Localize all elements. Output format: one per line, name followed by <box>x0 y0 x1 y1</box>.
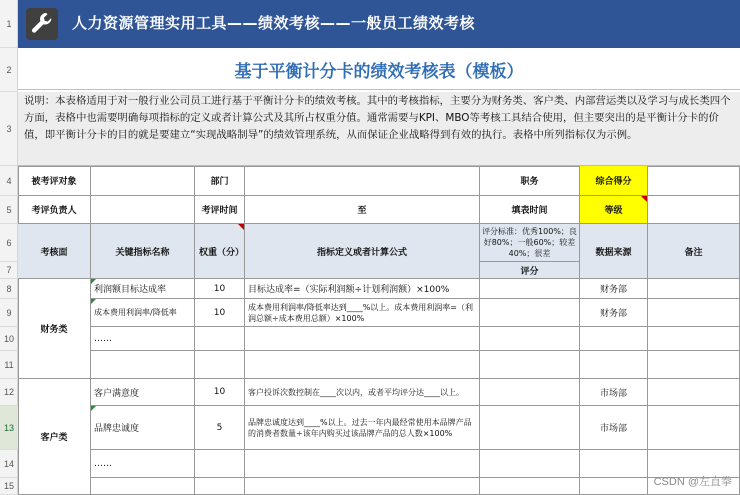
row-number[interactable]: 4 <box>0 166 18 196</box>
weight-cell[interactable] <box>195 450 245 478</box>
definition-cell[interactable]: 品牌忠诚度达到____%以上。过去一年内最经常使用本品牌产品的消费者数量÷该年内购买过该品牌产品的总人数×100% <box>245 406 480 450</box>
dept-input[interactable] <box>245 166 480 196</box>
source-cell[interactable] <box>580 351 648 379</box>
remark-cell[interactable] <box>648 351 740 379</box>
col-header-score: 评分 <box>480 262 580 279</box>
period-to-label[interactable]: 至 <box>245 196 480 224</box>
description-text: 说明：本表格适用于对一般行业公司员工进行基于平衡计分卡的绩效考核。其中的考核指标，主要分为财务类、客户类、内部营运类以及学习与成长类四个方面，表格中也需要明确每项指标的定义或者计算公式及其所占权重分值。通常需要与KPI、MBO等考核工具结合使用，但主要突出的是平衡计分卡的价值，即平衡计分卡的目的就是要建立“实现战略制导”的绩效管理系统，从而保证企业战略得到有效的执行。表格中所列指标仅为示例。 <box>18 92 740 166</box>
kpi-name-text: 成本费用利润率/降低率 <box>94 308 177 317</box>
col-header-weight-text: 权重（分） <box>199 247 245 258</box>
kpi-name-cell[interactable] <box>91 299 195 327</box>
score-cell[interactable] <box>480 279 580 299</box>
assessee-label: 被考评对象 <box>18 166 91 196</box>
col-header-kpi-name: 关键指标名称 <box>91 224 195 279</box>
definition-cell[interactable] <box>245 478 480 495</box>
assessee-input[interactable] <box>91 166 195 196</box>
row-number[interactable]: 15 <box>0 478 18 495</box>
score-cell[interactable] <box>480 450 580 478</box>
weight-cell[interactable]: 5 <box>195 406 245 450</box>
remark-cell[interactable] <box>648 379 740 406</box>
source-cell[interactable] <box>580 450 648 478</box>
kpi-name-cell[interactable]: …… <box>91 327 195 351</box>
score-cell[interactable] <box>480 351 580 379</box>
note-marker <box>91 299 96 304</box>
definition-cell[interactable] <box>245 327 480 351</box>
kpi-name-cell[interactable] <box>91 279 195 299</box>
row-number[interactable]: 5 <box>0 196 18 224</box>
row-number[interactable]: 14 <box>0 450 18 478</box>
assessor-label: 考评负责人 <box>18 196 91 224</box>
source-cell[interactable]: 财务部 <box>580 299 648 327</box>
definition-cell[interactable] <box>245 351 480 379</box>
score-cell[interactable] <box>480 379 580 406</box>
kpi-name-cell[interactable] <box>91 351 195 379</box>
col-header-definition: 指标定义或者计算公式 <box>245 224 480 279</box>
row-number[interactable]: 6 <box>0 224 18 262</box>
row-number[interactable]: 12 <box>0 379 18 406</box>
fill-date-label: 填表时间 <box>480 196 580 224</box>
weight-cell[interactable] <box>195 478 245 495</box>
col-header-data-source: 数据来源 <box>580 224 648 279</box>
row-number[interactable]: 2 <box>0 48 18 92</box>
kpi-name-cell[interactable] <box>91 478 195 495</box>
source-cell[interactable] <box>580 478 648 495</box>
score-cell[interactable] <box>480 299 580 327</box>
source-cell[interactable]: 市场部 <box>580 406 648 450</box>
col-header-weight <box>195 224 245 279</box>
row-number[interactable]: 7 <box>0 262 18 279</box>
grade-input[interactable] <box>648 196 740 224</box>
score-cell[interactable] <box>480 406 580 450</box>
comment-marker <box>238 224 244 230</box>
row-number[interactable]: 10 <box>0 327 18 351</box>
grade-label <box>580 196 648 224</box>
row-number[interactable]: 13 <box>0 406 18 450</box>
watermark: CSDN @左直拳 <box>653 476 732 488</box>
source-cell[interactable]: 财务部 <box>580 279 648 299</box>
row-number[interactable]: 8 <box>0 279 18 299</box>
row-number[interactable]: 1 <box>0 0 18 48</box>
remark-cell[interactable] <box>648 299 740 327</box>
note-marker <box>91 279 96 284</box>
definition-cell[interactable] <box>245 450 480 478</box>
dimension-customer: 客户类 <box>18 379 91 495</box>
kpi-name-cell[interactable] <box>91 406 195 450</box>
banner-title: 人力资源管理实用工具——绩效考核——一般员工绩效考核 <box>72 14 476 32</box>
score-cell[interactable] <box>480 327 580 351</box>
dept-label: 部门 <box>195 166 245 196</box>
kpi-name-text: 利润额目标达成率 <box>94 285 167 295</box>
col-header-remark: 备注 <box>648 224 740 279</box>
total-score-label: 综合得分 <box>580 166 648 196</box>
col-header-criteria: 评分标准：优秀100%；良好80%；一般60%；较差40%；很差 <box>480 224 580 262</box>
source-cell[interactable] <box>580 327 648 351</box>
definition-cell[interactable]: 目标达成率=（实际利润额÷计划利润额）×100% <box>245 279 480 299</box>
row-number[interactable]: 3 <box>0 92 18 166</box>
wrench-icon <box>26 8 58 40</box>
dimension-finance: 财务类 <box>18 279 91 379</box>
col-header-dimension: 考核面 <box>18 224 91 279</box>
comment-marker <box>641 196 647 202</box>
row-number[interactable]: 11 <box>0 351 18 379</box>
weight-cell[interactable] <box>195 351 245 379</box>
definition-cell[interactable]: 成本费用利润率/降低率达到____%以上。成本费用利润率=（利润总额÷成本费用总额）×100% <box>245 299 480 327</box>
note-marker <box>91 406 96 411</box>
total-score-input[interactable] <box>648 166 740 196</box>
source-cell[interactable]: 市场部 <box>580 379 648 406</box>
remark-cell[interactable] <box>648 406 740 450</box>
row-number[interactable]: 9 <box>0 299 18 327</box>
weight-cell[interactable] <box>195 327 245 351</box>
kpi-name-cell[interactable]: …… <box>91 450 195 478</box>
kpi-name-text: 品牌忠诚度 <box>94 424 140 434</box>
remark-cell[interactable] <box>648 327 740 351</box>
remark-cell[interactable] <box>648 279 740 299</box>
definition-cell[interactable]: 客户投诉次数控制在____次以内，或者平均评分达____以上。 <box>245 379 480 406</box>
weight-cell[interactable]: 10 <box>195 299 245 327</box>
weight-cell[interactable]: 10 <box>195 279 245 299</box>
period-label: 考评时间 <box>195 196 245 224</box>
page-title: 基于平衡计分卡的绩效考核表（模板） <box>18 50 740 90</box>
assessor-input[interactable] <box>91 196 195 224</box>
score-cell[interactable] <box>480 478 580 495</box>
weight-cell[interactable]: 10 <box>195 379 245 406</box>
kpi-name-cell[interactable]: 客户满意度 <box>91 379 195 406</box>
grade-label-text: 等级 <box>604 206 623 216</box>
position-label: 职务 <box>480 166 580 196</box>
